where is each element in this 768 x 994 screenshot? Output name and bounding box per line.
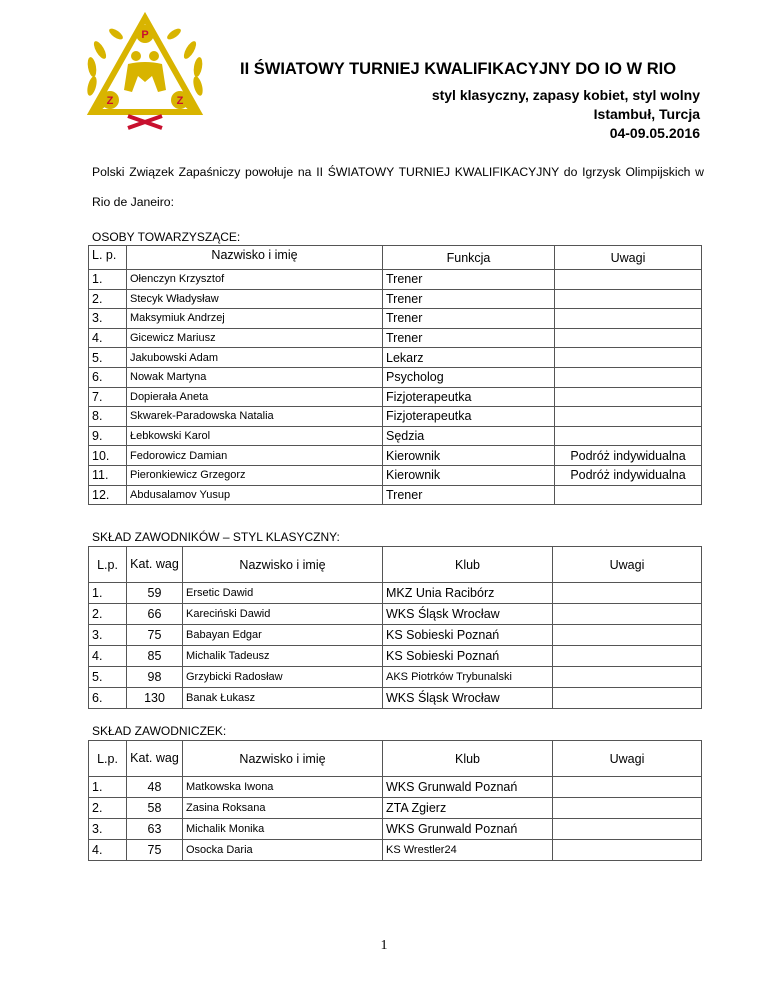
person-role: Trener [383,270,555,290]
row-note [555,407,702,427]
person-role: Fizjoterapeutka [383,407,555,427]
row-note [555,367,702,387]
row-number: 6. [89,688,127,709]
weight-category: 63 [127,819,183,840]
men-col-lp: L.p. [89,547,127,583]
person-role: Psycholog [383,367,555,387]
person-name: Łebkowski Karol [127,426,383,446]
row-number: 1. [89,583,127,604]
athlete-club: WKS Grunwald Poznań [383,819,553,840]
row-note [553,646,702,667]
row-number: 6. [89,367,127,387]
row-number: 5. [89,348,127,368]
table-row [89,465,702,485]
row-number: 3. [89,625,127,646]
men-col-name: Nazwisko i imię [183,547,383,583]
athlete-club: KS Sobieski Poznań [383,646,553,667]
row-note [555,289,702,309]
table-row [89,407,702,427]
women-col-name: Nazwisko i imię [183,741,383,777]
women-table [88,740,702,861]
person-role: Trener [383,485,555,505]
athlete-name: Babayan Edgar [183,625,383,646]
person-name: Nowak Martyna [127,367,383,387]
table-row [89,604,702,625]
row-number: 2. [89,289,127,309]
table-row [89,667,702,688]
table-row [89,688,702,709]
row-note [553,819,702,840]
row-number: 3. [89,819,127,840]
weight-category: 130 [127,688,183,709]
table-row [89,309,702,329]
person-name: Pieronkiewicz Grzegorz [127,465,383,485]
row-note [555,387,702,407]
athlete-name: Osocka Daria [183,840,383,861]
pzz-logo [80,12,210,130]
crossed-ribbons-icon [128,116,162,128]
weight-category: 66 [127,604,183,625]
table-row [89,625,702,646]
person-name: Jakubowski Adam [127,348,383,368]
table-row [89,289,702,309]
person-role: Lekarz [383,348,555,368]
row-number: 7. [89,387,127,407]
row-note [553,667,702,688]
row-number: 4. [89,646,127,667]
athlete-name: Ersetic Dawid [183,583,383,604]
athlete-club: MKZ Unia Racibórz [383,583,553,604]
intro-paragraph: Polski Związek Zapaśniczy powołuje na II ŚWIATOWY TURNIEJ KWALIFIKACYJNY do Igrzysk Olimpijskich w Rio de Janeiro: [92,165,704,209]
person-name: Skwarek-Paradowska Natalia [127,407,383,427]
row-note [555,270,702,290]
table-row [89,485,702,505]
row-note [553,604,702,625]
row-number: 9. [89,426,127,446]
row-number: 1. [89,270,127,290]
row-note [553,625,702,646]
table-row [89,583,702,604]
athlete-club: ZTA Zgierz [383,798,553,819]
person-role: Trener [383,328,555,348]
table-row [89,840,702,861]
row-number: 10. [89,446,127,466]
row-note [555,328,702,348]
staff-table [88,245,702,505]
staff-col-notes: Uwagi [555,246,702,270]
athlete-club: KS Sobieski Poznań [383,625,553,646]
row-number: 12. [89,485,127,505]
women-col-lp: L.p. [89,741,127,777]
athlete-name: Kareciński Dawid [183,604,383,625]
row-note [555,348,702,368]
person-role: Trener [383,309,555,329]
table-row [89,819,702,840]
person-role: Kierownik [383,446,555,466]
women-col-club: Klub [383,741,553,777]
row-note [555,309,702,329]
athlete-club: AKS Piotrków Trybunalski [383,667,553,688]
row-note: Podróż indywidualna [555,465,702,485]
logo-letter-top: P [141,29,149,41]
row-number: 1. [89,777,127,798]
logo-letter-right: Z [176,95,184,107]
athlete-name: Banak Łukasz [183,688,383,709]
table-row [89,798,702,819]
women-col-cat: Kat. wag [127,741,183,777]
person-role: Kierownik [383,465,555,485]
women-col-notes: Uwagi [553,741,702,777]
person-role: Trener [383,289,555,309]
staff-col-role: Funkcja [383,246,555,270]
row-note [553,798,702,819]
athlete-name: Michalik Tadeusz [183,646,383,667]
row-note [553,583,702,604]
athlete-name: Zasina Roksana [183,798,383,819]
men-col-notes: Uwagi [553,547,702,583]
weight-category: 59 [127,583,183,604]
row-note [553,688,702,709]
table-row [89,367,702,387]
athlete-club: WKS Śląsk Wrocław [383,604,553,625]
row-number: 4. [89,840,127,861]
competition-dates: 04-09.05.2016 [609,125,700,141]
table-row [89,270,702,290]
wrestlers-icon [124,51,166,92]
person-name: Fedorowicz Damian [127,446,383,466]
athlete-club: WKS Śląsk Wrocław [383,688,553,709]
athlete-name: Matkowska Iwona [183,777,383,798]
athlete-club: KS Wrestler24 [383,840,553,861]
athlete-name: Grzybicki Radosław [183,667,383,688]
men-table [88,546,702,709]
weight-category: 85 [127,646,183,667]
row-number: 2. [89,798,127,819]
person-role: Fizjoterapeutka [383,387,555,407]
row-number: 3. [89,309,127,329]
table-row [89,646,702,667]
staff-heading: OSOBY TOWARZYSZĄCE: [92,230,241,244]
table-row [89,328,702,348]
men-col-cat: Kat. wag [127,547,183,583]
row-number: 11. [89,465,127,485]
page-number: 1 [380,938,388,953]
weight-category: 75 [127,625,183,646]
person-name: Gicewicz Mariusz [127,328,383,348]
document-title: II ŚWIATOWY TURNIEJ KWALIFIKACYJNY DO IO W RIO [240,60,677,78]
athlete-club: WKS Grunwald Poznań [383,777,553,798]
weight-category: 98 [127,667,183,688]
weight-category: 75 [127,840,183,861]
competition-styles: styl klasyczny, zapasy kobiet, styl wolny [431,87,700,103]
row-note [555,426,702,446]
logo-letter-left: Z [106,95,114,107]
table-row [89,387,702,407]
person-name: Maksymiuk Andrzej [127,309,383,329]
table-row [89,426,702,446]
table-row [89,348,702,368]
row-number: 5. [89,667,127,688]
table-row [89,777,702,798]
row-number: 8. [89,407,127,427]
staff-col-lp: L. p. [89,246,127,270]
person-name: Ołenczyn Krzysztof [127,270,383,290]
weight-category: 48 [127,777,183,798]
row-note [553,777,702,798]
competition-place: Istambuł, Turcja [593,106,700,122]
women-heading: SKŁAD ZAWODNICZEK: [92,724,227,738]
row-note: Podróż indywidualna [555,446,702,466]
row-number: 2. [89,604,127,625]
men-col-club: Klub [383,547,553,583]
person-role: Sędzia [383,426,555,446]
row-number: 4. [89,328,127,348]
weight-category: 58 [127,798,183,819]
athlete-name: Michalik Monika [183,819,383,840]
person-name: Stecyk Władysław [127,289,383,309]
person-name: Dopierała Aneta [127,387,383,407]
person-name: Abdusalamov Yusup [127,485,383,505]
staff-col-name: Nazwisko i imię [127,246,383,270]
row-note [553,840,702,861]
table-row [89,446,702,466]
men-heading: SKŁAD ZAWODNIKÓW – STYL KLASYCZNY: [92,530,340,544]
row-note [555,485,702,505]
